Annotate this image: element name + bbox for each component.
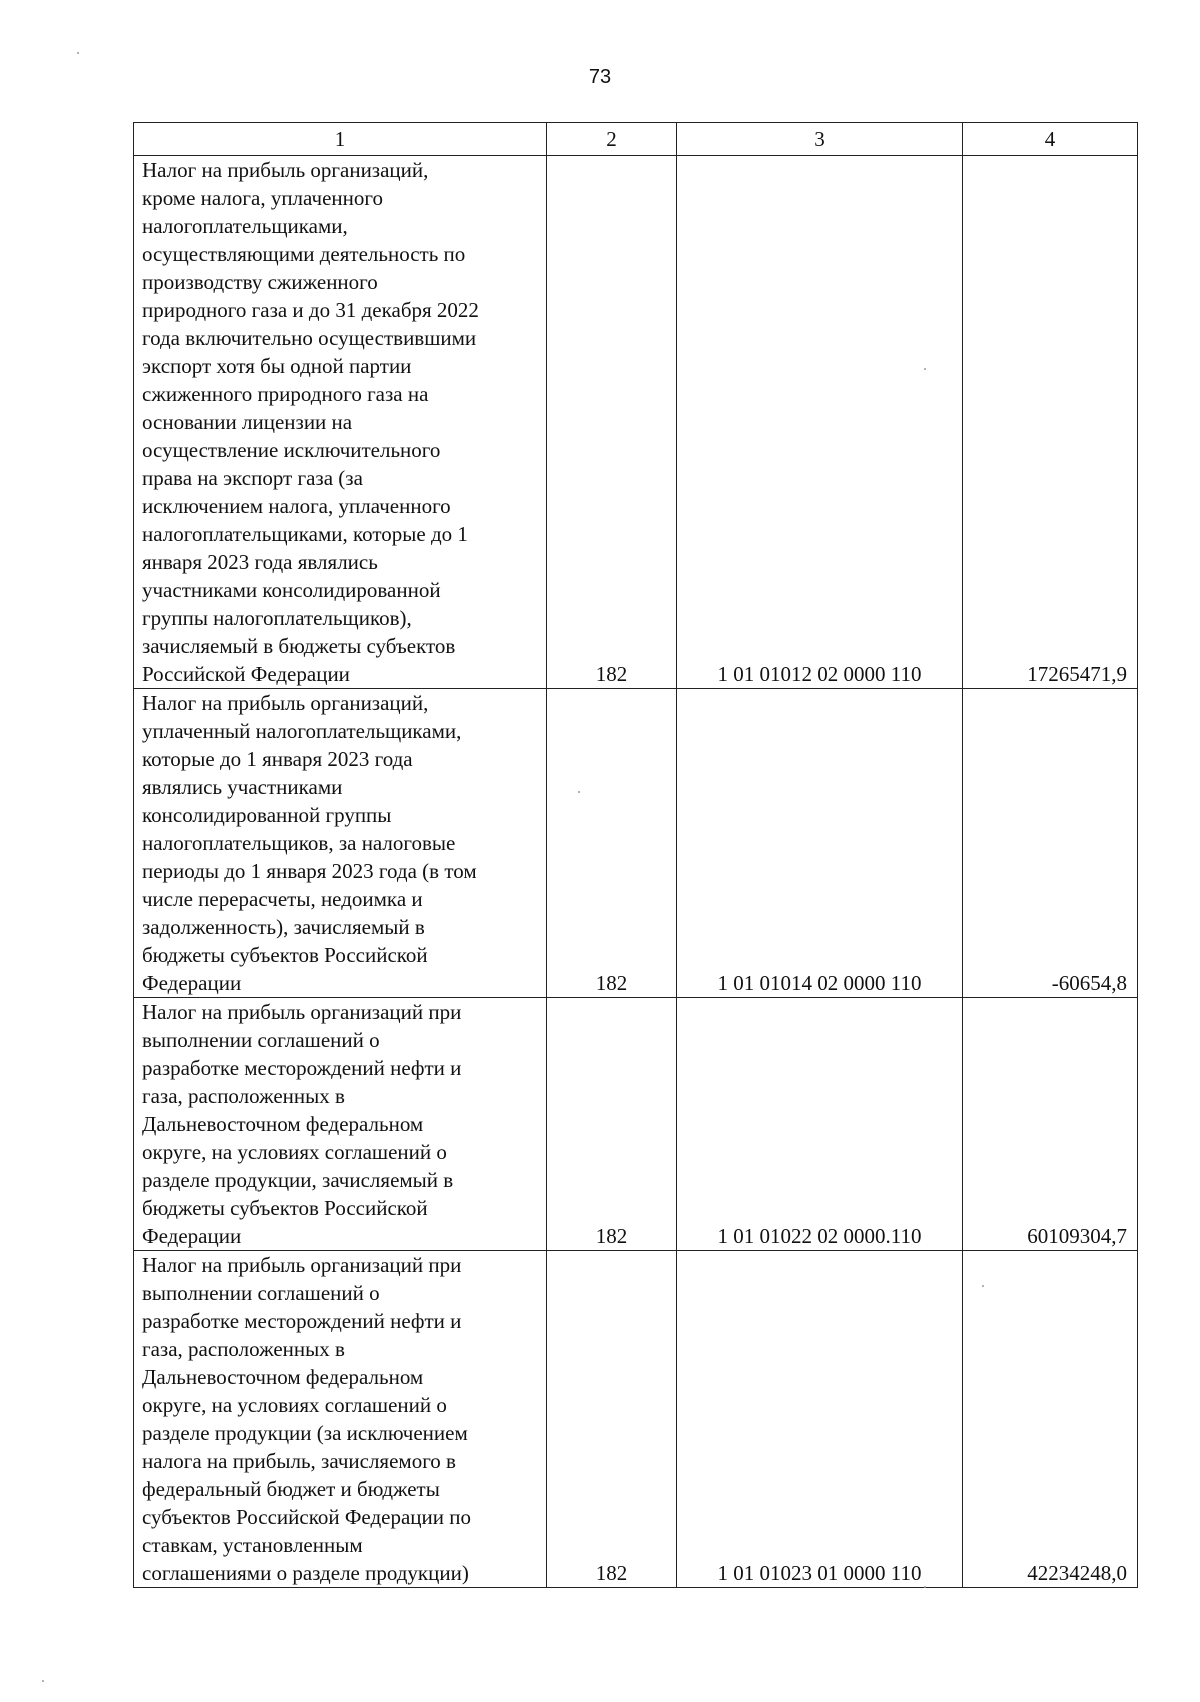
classification-code-cell: 1 01 01012 02 0000 110 [677, 156, 963, 689]
column-header-2: 2 [547, 123, 677, 156]
column-header-1: 1 [134, 123, 547, 156]
amount-cell: -60654,8 [963, 689, 1138, 998]
classification-code-cell: 1 01 01023 01 0000 110 [677, 1251, 963, 1588]
amount-cell: 17265471,9 [963, 156, 1138, 689]
scan-speck [924, 1586, 926, 1588]
scan-speck [77, 52, 79, 54]
table-row [134, 998, 1138, 1251]
amount-cell: 60109304,7 [963, 998, 1138, 1251]
scan-speck [42, 1680, 44, 1682]
column-header-4: 4 [963, 123, 1138, 156]
revenue-name-cell: Налог на прибыль организаций при выполнении соглашений о разработке месторождений нефти и газа, расположенных в Дальневосточном федеральном округе, на условиях соглашений о разделе продукции (за исключением налога на прибыль, зачисляемого в федеральный бюджет и бюджеты субъектов Российской Федерации по ставкам, установленным соглашениями о разделе продукции) [134, 1251, 547, 1588]
classification-code-cell: 1 01 01014 02 0000 110 [677, 689, 963, 998]
administrator-code-cell: 182 [547, 689, 677, 998]
scan-speck [924, 368, 926, 370]
revenue-name-cell: Налог на прибыль организаций, кроме налога, уплаченного налогоплательщиками, осуществляющими деятельность по производству сжиженного природного газа и до 31 декабря 2022 года включительно осуществившими экспорт хотя бы одной партии сжиженного природного газа на основании лицензии на осуществление исключительного права на экспорт газа (за исключением налога, уплаченного налогоплательщиками, которые до 1 января 2023 года являлись участниками консолидированной группы налогоплательщиков), зачисляемый в бюджеты субъектов Российской Федерации [134, 156, 547, 689]
administrator-code-cell: 182 [547, 998, 677, 1251]
revenue-name-cell: Налог на прибыль организаций при выполнении соглашений о разработке месторождений нефти и газа, расположенных в Дальневосточном федеральном округе, на условиях соглашений о разделе продукции, зачисляемый в бюджеты субъектов Российской Федерации [134, 998, 547, 1251]
table-row [134, 156, 1138, 689]
table-header-row [134, 123, 1138, 156]
table-row [134, 689, 1138, 998]
revenue-name-cell: Налог на прибыль организаций, уплаченный налогоплательщиками, которые до 1 января 2023 года являлись участниками консолидированной группы налогоплательщиков, за налоговые периоды до 1 января 2023 года (в том числе перерасчеты, недоимка и задолженность), зачисляемый в бюджеты субъектов Российской Федерации [134, 689, 547, 998]
page-number: 73 [588, 66, 612, 88]
scan-speck [578, 791, 580, 793]
administrator-code-cell: 182 [547, 1251, 677, 1588]
scan-speck [982, 1285, 984, 1287]
classification-code-cell: 1 01 01022 02 0000.110 [677, 998, 963, 1251]
administrator-code-cell: 182 [547, 156, 677, 689]
column-header-3: 3 [677, 123, 963, 156]
amount-cell: 42234248,0 [963, 1251, 1138, 1588]
table-row [134, 1251, 1138, 1588]
revenue-table [133, 122, 1138, 1588]
